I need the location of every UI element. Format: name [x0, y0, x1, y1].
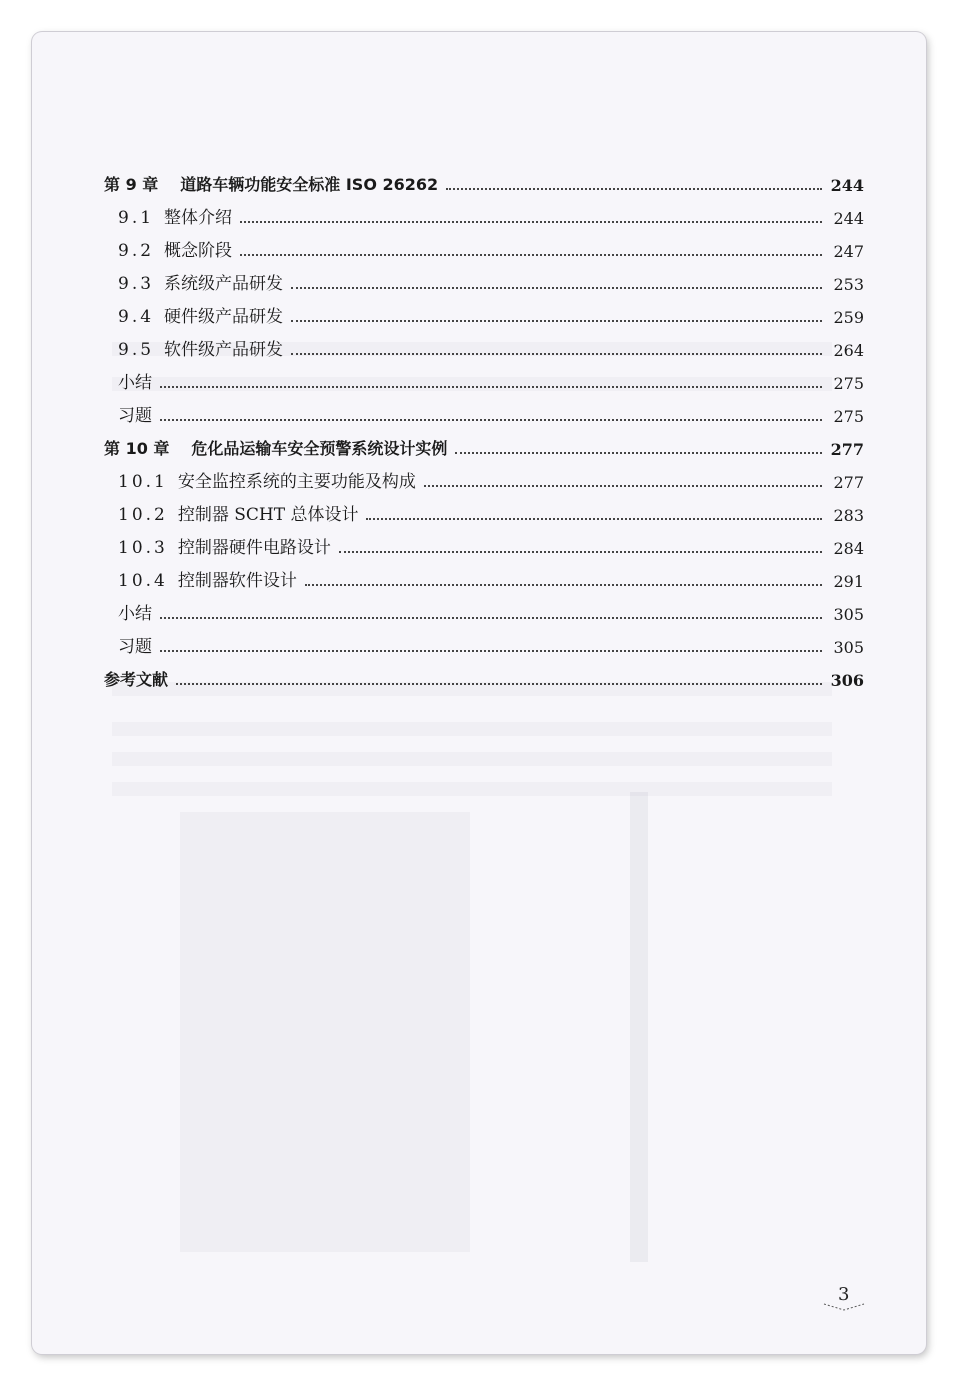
toc-entry-title: 控制器软件设计	[177, 571, 297, 591]
toc-entry-title: 控制器硬件电路设计	[177, 538, 331, 558]
dot-leader	[446, 187, 822, 190]
dot-leader	[291, 319, 822, 322]
toc-entry	[104, 624, 864, 657]
toc-entry	[104, 492, 864, 525]
toc-entry-page: 277	[833, 473, 864, 492]
toc-entry-page: 277	[830, 440, 864, 459]
show-through-line	[112, 752, 832, 766]
toc-entry-title: 安全监控系统的主要功能及构成	[177, 472, 416, 492]
toc-entry-number: 10.2	[118, 505, 168, 525]
toc-entry-number: 10.4	[118, 571, 168, 591]
toc-entry	[104, 327, 864, 360]
toc-entry-number: 第 10 章	[104, 439, 170, 458]
toc-entry-page: 305	[833, 638, 864, 657]
dot-leader	[160, 385, 822, 388]
toc-entry-page: 244	[830, 176, 864, 195]
toc-entry-title: 硬件级产品研发	[164, 307, 284, 327]
toc-entry	[104, 162, 864, 195]
show-through-line	[112, 782, 832, 796]
table-of-contents	[104, 162, 864, 690]
toc-entry	[104, 294, 864, 327]
toc-entry-number: 10.3	[118, 538, 168, 558]
toc-entry-number: 9.4	[118, 307, 155, 327]
toc-entry	[104, 228, 864, 261]
dot-leader	[160, 649, 822, 652]
toc-entry-page: 306	[830, 671, 864, 690]
toc-entry-title: 道路车辆功能安全标准 ISO 26262	[180, 175, 439, 194]
toc-entry-number: 9.1	[118, 208, 155, 228]
toc-entry	[104, 261, 864, 294]
toc-entry	[104, 393, 864, 426]
toc-entry-number: 9.2	[118, 241, 155, 261]
toc-entry	[104, 459, 864, 492]
toc-entry-title: 习题	[118, 406, 152, 426]
book-page	[32, 32, 926, 1354]
toc-entry	[104, 558, 864, 591]
toc-entry	[104, 195, 864, 228]
toc-entry-page: 259	[833, 308, 864, 327]
toc-entry-number: 9.3	[118, 274, 155, 294]
dot-leader	[291, 286, 822, 289]
show-through-figure	[630, 792, 648, 1262]
toc-entry	[104, 591, 864, 624]
toc-entry-page: 253	[833, 275, 864, 294]
dot-leader	[240, 253, 822, 256]
dot-leader	[339, 550, 822, 553]
toc-entry-title: 整体介绍	[164, 208, 233, 228]
toc-entry-page: 264	[833, 341, 864, 360]
toc-entry-title: 习题	[118, 637, 152, 657]
toc-entry-page: 275	[833, 374, 864, 393]
toc-entry	[104, 360, 864, 393]
toc-entry-number: 9.5	[118, 340, 155, 360]
toc-entry-number: 第 9 章	[104, 175, 159, 194]
toc-entry-title: 系统级产品研发	[164, 274, 284, 294]
show-through-line	[112, 722, 832, 736]
page-number: 3	[838, 1284, 850, 1305]
toc-entry-page: 283	[833, 506, 864, 525]
toc-entry	[104, 426, 864, 459]
toc-entry-title: 控制器 SCHT 总体设计	[177, 505, 359, 525]
toc-entry-page: 291	[833, 572, 864, 591]
dot-leader	[291, 352, 822, 355]
dot-leader	[160, 418, 822, 421]
dot-leader	[366, 517, 822, 520]
toc-entry-title: 概念阶段	[164, 241, 233, 261]
show-through-figure	[180, 812, 470, 1252]
dot-leader	[160, 616, 822, 619]
toc-entry-title: 软件级产品研发	[164, 340, 284, 360]
dot-leader	[424, 484, 822, 487]
toc-entry-page: 305	[833, 605, 864, 624]
toc-entry-page: 284	[833, 539, 864, 558]
toc-entry-title: 小结	[118, 604, 152, 624]
page-number-ornament-icon	[822, 1302, 866, 1312]
dot-leader	[305, 583, 822, 586]
toc-entry-title: 危化品运输车安全预警系统设计实例	[191, 439, 448, 458]
toc-entry-page: 247	[833, 242, 864, 261]
toc-entry	[104, 657, 864, 690]
toc-entry-title: 参考文献	[104, 670, 169, 689]
toc-entry-page: 244	[833, 209, 864, 228]
toc-entry-page: 275	[833, 407, 864, 426]
dot-leader	[240, 220, 822, 223]
dot-leader	[176, 682, 822, 685]
toc-entry-number: 10.1	[118, 472, 168, 492]
dot-leader	[455, 451, 822, 454]
toc-entry	[104, 525, 864, 558]
toc-entry-title: 小结	[118, 373, 152, 393]
